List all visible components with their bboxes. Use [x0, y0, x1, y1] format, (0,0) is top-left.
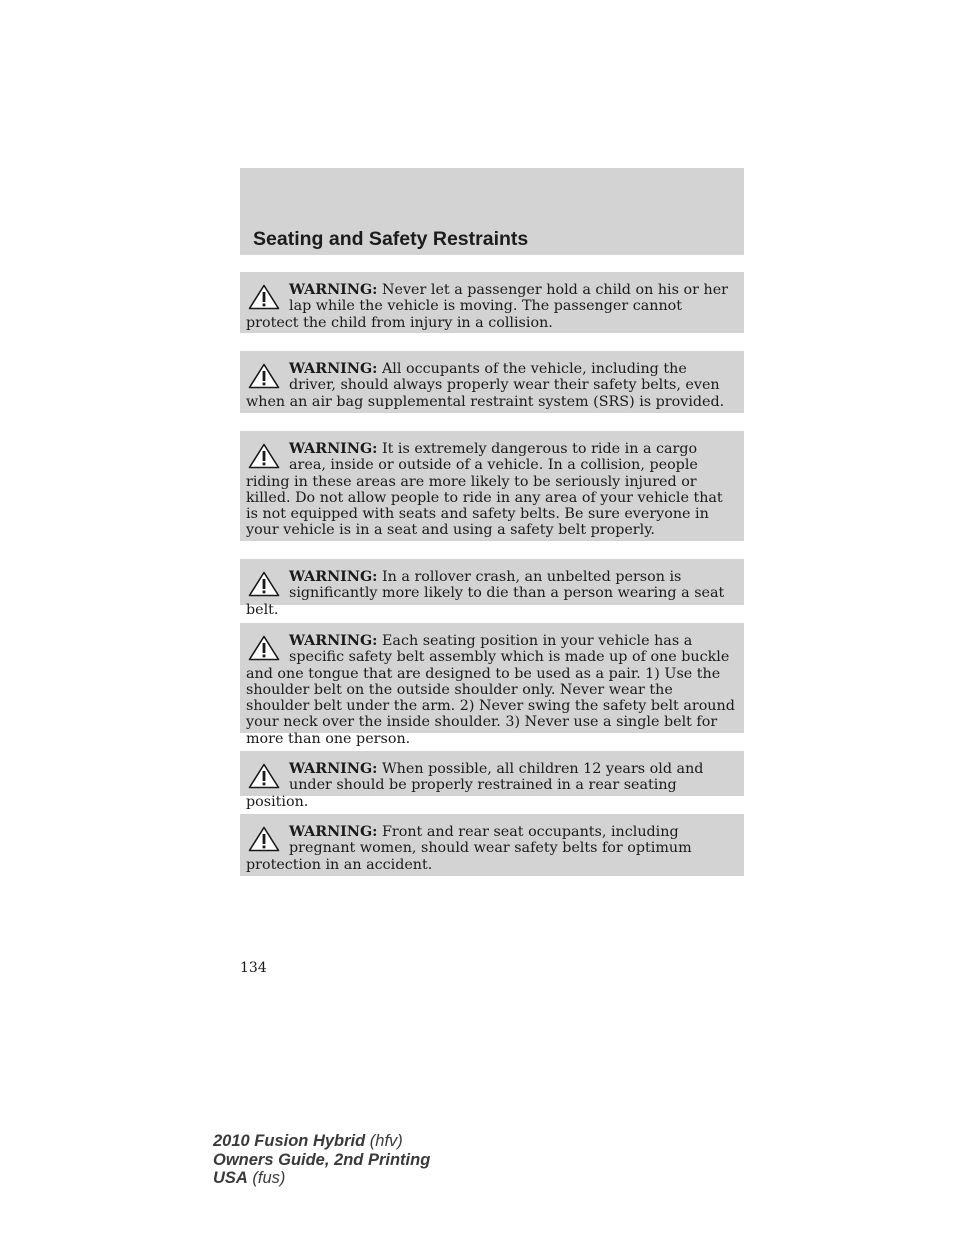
- warning-label: WARNING:: [289, 441, 378, 457]
- section-header: [240, 168, 744, 255]
- warning-triangle-icon: [248, 363, 280, 389]
- footer-line-guide: Owners Guide, 2nd Printing: [213, 1150, 431, 1169]
- warning-label: WARNING:: [289, 761, 378, 777]
- warning-box: [240, 559, 744, 618]
- warning-text: [246, 633, 736, 747]
- warning-label: WARNING:: [289, 282, 378, 298]
- warning-label: WARNING:: [289, 569, 378, 585]
- footer-line-market: USA (fus): [213, 1169, 286, 1187]
- warning-text: [246, 441, 736, 539]
- warning-body: Front and rear seat occupants, including pregnant women, should wear safety belts for optimum protection in an accident.: [246, 824, 692, 873]
- warning-box: [240, 623, 744, 747]
- warning-box: [240, 351, 744, 413]
- warning-triangle-icon: [248, 763, 280, 789]
- warning-body: Never let a passenger hold a child on his or her lap while the vehicle is moving. The passenger cannot protect the child from injury in a collision.: [246, 282, 728, 331]
- warning-text: [246, 282, 736, 331]
- section-title: Seating and Safety Restraints: [253, 228, 529, 250]
- warning-body: In a rollover crash, an unbelted person is significantly more likely to die than a person wearing a seat belt.: [246, 569, 725, 618]
- warning-triangle-icon: [248, 443, 280, 469]
- warning-triangle-icon: [248, 826, 280, 852]
- warning-text: [246, 569, 736, 618]
- document-footer: [213, 1132, 430, 1188]
- warning-label: WARNING:: [289, 361, 378, 377]
- warning-text: [246, 761, 736, 810]
- warning-body: Each seating position in your vehicle has a specific safety belt assembly which is made up of one buckle and one tongue that are designed to be used as a pair. 1) Use the shoulder belt on the outside shoulder only. Never wear the shoulder belt under the arm. 2) Never swing the safety belt around your neck over the inside shoulder. 3) Never use a single belt for more than one person.: [246, 633, 735, 747]
- warning-box: [240, 814, 744, 876]
- warning-triangle-icon: [248, 284, 280, 310]
- warning-label: WARNING:: [289, 824, 378, 840]
- warning-box: [240, 431, 744, 541]
- warning-body: It is extremely dangerous to ride in a cargo area, inside or outside of a vehicle. In a collision, people riding in these areas are more likely to be seriously injured or killed. Do not allow people to ride in any area of your vehicle that is not equipped with seats and safety belts. Be sure everyone in your vehicle is in a seat and using a safety belt properly.: [246, 441, 723, 539]
- warning-triangle-icon: [248, 571, 280, 597]
- footer-line-model: 2010 Fusion Hybrid (hfv): [213, 1132, 403, 1150]
- warning-text: [246, 824, 736, 873]
- warning-box: [240, 272, 744, 333]
- warning-body: When possible, all children 12 years old and under should be properly restrained in a rear seating position.: [246, 761, 704, 810]
- warning-triangle-icon: [248, 635, 280, 661]
- warning-text: [246, 361, 736, 410]
- page-number: 134: [240, 960, 267, 976]
- warning-box: [240, 751, 744, 810]
- warning-label: WARNING:: [289, 633, 378, 649]
- warning-body: All occupants of the vehicle, including the driver, should always properly wear their safety belts, even when an air bag supplemental restraint system (SRS) is provided.: [246, 361, 725, 410]
